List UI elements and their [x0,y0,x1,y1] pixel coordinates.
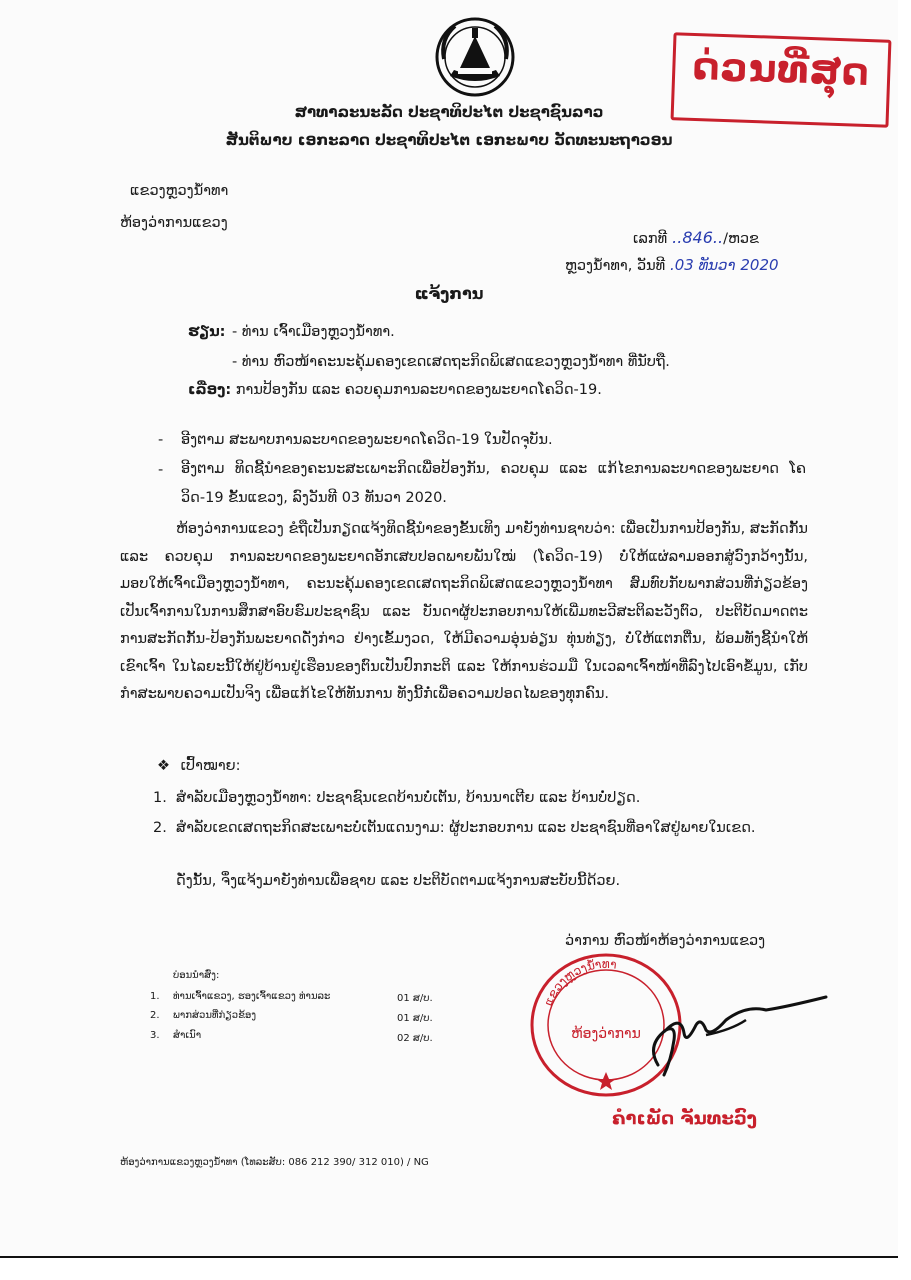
signer-name: ຄຳເພັດ ຈັນທະວົງ [612,1108,758,1129]
recipient-item: - ທ່ານ ເຈົ້າເມືອງຫຼວງນ້ຳທາ. [232,324,395,340]
distribution-number: 2. [150,1010,160,1021]
distribution-recipient: ພາກສ່ວນທີ່ກ່ຽວຂ້ອງ [173,1010,257,1021]
distribution-number: 1. [150,991,160,1002]
ref-number-suffix: /ຫວຂ [723,231,759,247]
svg-text:ແຂວງຫຼວງນ້ຳທາ [541,956,617,1008]
ref-date-label: ຫຼວງນ້ຳທາ, ວັນທີ [565,258,666,274]
seal-center-text: ຫ້ອງວ່າການ [571,1026,641,1042]
seal-ring-text: ແຂວງຫຼວງນ້ຳທາ [541,956,618,1008]
targets-heading [157,758,241,774]
reference-item: ອີງຕາມ ທິດຊີ້ນຳຂອງຄະນະສະເພາະກິດເພື່ອປ້ອງກັນ, ຄວບຄຸມ ແລະ ແກ້ໄຂການລະບາດຂອງພະຍາດ ໂຄວິດ-19 ຂັ້ນແຂວງ, ລົງວັນທີ 03 ທັນວາ 2020. [181,461,806,506]
recipients-label: ຮຽນ: [188,324,226,340]
diamond-bullet-icon: ❖ [157,758,170,774]
target-number: 1. [153,790,167,806]
ref-date: ຫຼວງນ້ຳທາ, ວັນທີ .03 ທັນວາ 2020 [565,256,779,274]
target-number: 2. [153,820,167,836]
target-text: ສຳລັບເມືອງຫຼວງນ້ຳທາ: ປະຊາຊົນເຂດບ້ານບໍ່ເຕັນ, ບ້ານນາເຕີຍ ແລະ ບ້ານບໍ່ປຽດ. [176,790,641,806]
urgent-stamp [671,32,892,128]
ref-number-label: ເລກທີ [633,231,668,247]
distribution-qty: 01 ສ/ບ. [397,993,433,1004]
subject-label: ເລື່ອງ: [188,382,232,398]
ref-date-value: 03 ທັນວາ 2020 [674,256,779,274]
distribution-recipient: ທ່ານເຈົ້າແຂວງ, ຮອງເຈົ້າແຂວງ ທ່ານລະ [173,991,331,1002]
distribution-recipient: ສຳເນົາ [173,1030,202,1041]
target-text: ສຳລັບເຂດເສດຖະກິດສະເພາະບໍ່ເຕັນແດນງາມ: ຜູ້ປະກອບການ ແລະ ປະຊາຊົນທີ່ອາໃສຢູ່ພາຍໃນເຂດ. [176,820,756,836]
ref-number-value: 846 [682,228,713,247]
subject-text: ການປ້ອງກັນ ແລະ ຄວບຄຸມການລະບາດຂອງພະຍາດໂຄວິດ-19. [235,382,602,398]
header-line-1: ສາທາລະນະລັດ ປະຊາທິປະໄຕ ປະຊາຊົນລາວ [294,103,604,121]
reference-bullet: - [158,432,164,448]
targets-label: ເປົ້າໝາຍ: [180,758,241,774]
document-title: ແຈ້ງການ [414,284,484,303]
distribution-qty: 01 ສ/ບ. [397,1013,433,1024]
background-band [898,0,911,1280]
urgent-stamp-text: ດ່ວນທີ່ສຸດ [692,43,871,95]
national-emblem-icon [430,14,520,100]
footer-contact: ຫ້ອງວ່າການແຂວງຫຼວງນ້ຳທາ (ໂທລະສັບ: 086 212 390/ 312 010) / NG [120,1157,429,1168]
distribution-label: ບ່ອນນຳສົ່ງ: [173,970,220,981]
ref-number: ເລກທີ ..846../ຫວຂ [633,228,759,247]
distribution-qty: 02 ສ/ບ. [397,1033,433,1044]
header-line-2: ສັນຕິພາບ ເອກະລາດ ປະຊາທິປະໄຕ ເອກະພາບ ວັດທະນະຖາວອນ [225,131,673,149]
signature-title: ວ່າການ ຫົວໜ້າຫ້ອງວ່າການແຂວງ [565,933,766,949]
reference-item: ອີງຕາມ ສະພາບການລະບາດຂອງພະຍາດໂຄວິດ-19 ໃນປັດຈຸບັນ. [181,432,553,448]
closing-line: ດັ່ງນັ້ນ, ຈຶ່ງແຈ້ງມາຍັງທ່ານເພື່ອຊາບ ແລະ ປະຕິບັດຕາມແຈ້ງການສະບັບນີ້ດ້ວຍ. [176,873,621,889]
recipient-item: - ທ່ານ ຫົວໜ້າຄະນະຄຸ້ມຄອງເຂດເສດຖະກິດພິເສດແຂວງຫຼວງນ້ຳທາ ທີ່ນັບຖື. [232,354,670,370]
signature-icon [636,985,836,1080]
sender-office: ຫ້ອງວ່າການແຂວງ [120,215,228,231]
subject-line [188,382,602,398]
background-band [0,1258,911,1280]
distribution-number: 3. [150,1030,160,1041]
reference-bullet: - [158,462,164,478]
body-paragraph: ຫ້ອງວ່າການແຂວງ ຂໍຖືເປັນກຽດແຈ້ງທິດຊີ້ນຳຂອງຂັ້ນເທິງ ມາຍັງທ່ານຊາບວ່າ: ເພື່ອເປັນການປ້ອງກັນ, ສະກັດກັ້ນ ແລະ ຄວບຄຸມ ການລະບາດຂອງພະຍາດອັກເສບປອດພາຍພັນໃໝ່ (ໂຄວິດ-19) ບໍ່ໃຫ້ແຜ່ລາມອອກສູ່ວົງກວ້າງນັ້ນ, ມອບໃຫ້ເຈົ້າເມືອງຫຼວງນ້ຳທາ, ຄະນະຄຸ້ມຄອງເຂດເສດຖະກິດພິເສດແຂວງຫຼວງນ້ຳທາ ສົມທົບກັບພາກສ່ວນທີ່ກ່ຽວຂ້ອງ ເປັນເຈົ້າການໃນການສຶກສາອົບຮົມປະຊາຊົນ ແລະ ບັນດາຜູ້ປະກອບການໃຫ້ເພີ່ມທະວີສະຕິລະວັງຕົວ, ປະຕິບັດມາດຕະການສະກັດກັ້ນ-ປ້ອງກັນພະຍາດດັ່ງກ່າວ ຢ່າງເຂັ້ມງວດ, ໃຫ້ມີຄວາມອຸ່ນອ່ຽນ ທຸ່ນທ່ຽງ, ບໍ່ໃຫ້ແຕກຕື່ນ, ພ້ອມທັງຊີ້ນຳໃຫ້ເຂົາເຈົ້າ ໃນໄລຍະນີ້ໃຫ້ຢູ່ບ້ານຢູ່ເຮືອນຂອງຕົນເປັນປົກກະຕິ ແລະ ໃຫ້ການຮ່ວມມື ໃນເວລາເຈົ້າໜ້າທີ່ລົງໄປເອົາຂໍ້ມູນ, ເກັບກຳສະພາບຄວາມເປັນຈິງ ເພື່ອແກ້ໄຂໃຫ້ທັນການ ທັງນີ້ກໍ່ເພື່ອຄວາມປອດໄພຂອງທຸກຄົນ. [120,521,808,702]
sender-province: ແຂວງຫຼວງນ້ຳທາ [130,183,229,199]
